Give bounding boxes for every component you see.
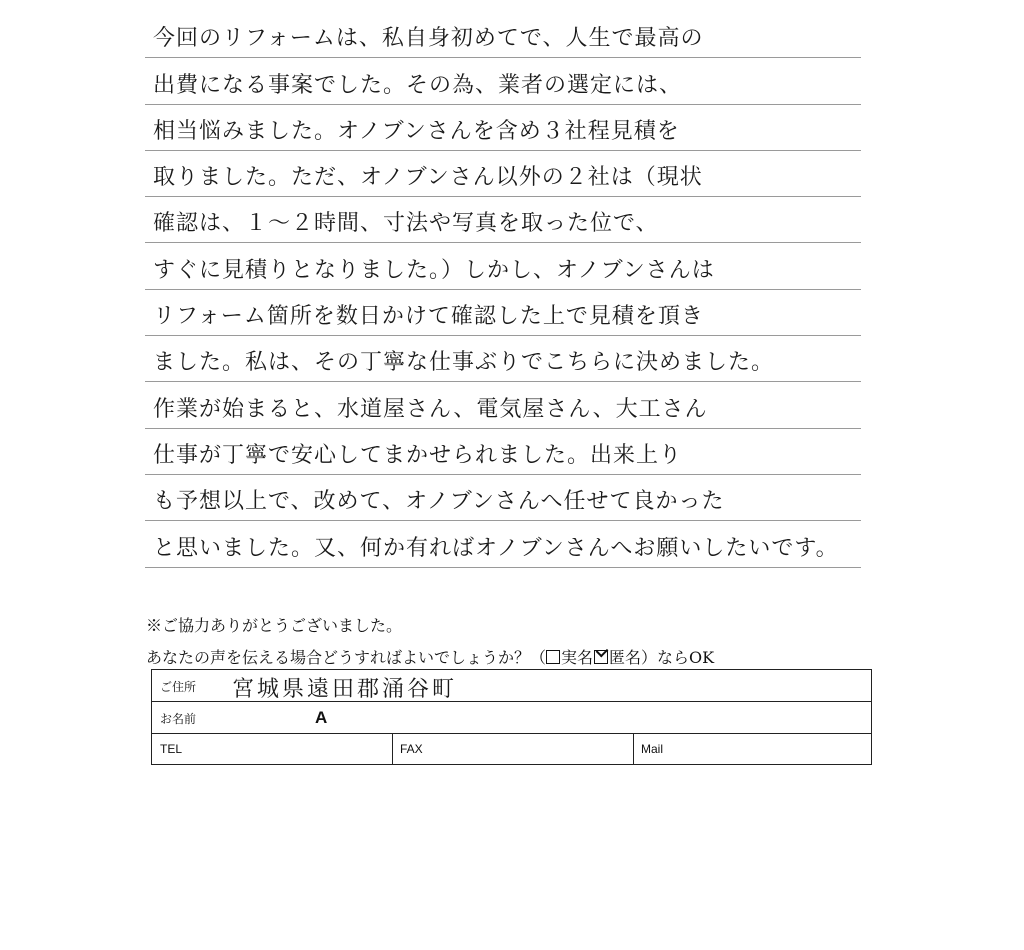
- thanks-note: ※ご協力ありがとうございました。: [146, 616, 403, 635]
- letter-line: [145, 521, 861, 567]
- name-field[interactable]: A: [315, 708, 328, 727]
- letter-line-text: も予想以上で、改めて、オノブンさんへ任せて良かった: [153, 489, 725, 515]
- contact-form: [151, 669, 872, 765]
- question-tail: ）ならOK: [641, 648, 715, 667]
- address-row: [152, 670, 871, 702]
- letter-line-text: 仕事が丁寧で安心してまかせられました。出来上り: [153, 442, 683, 468]
- letter-line-text: すぐに見積りとなりました。）しかし、オノブンさんは: [153, 257, 715, 283]
- letter-line: [145, 58, 861, 104]
- letter-line-text: 確認は、１〜２時間、寸法や写真を取った位で、: [153, 211, 659, 237]
- consent-question: [146, 645, 714, 668]
- fax-label: FAX: [400, 742, 423, 756]
- real-name-label: 実名: [561, 648, 594, 667]
- letter-line: [145, 12, 861, 58]
- name-row: [152, 702, 871, 734]
- handwritten-letter: [145, 12, 861, 568]
- letter-line-text: 取りました。ただ、オノブンさん以外の２社は（現状: [153, 165, 703, 191]
- letter-line: [145, 151, 861, 197]
- name-label: お名前: [160, 712, 197, 726]
- letter-line: [145, 243, 861, 289]
- letter-line-text: 作業が始まると、水道屋さん、電気屋さん、大工さん: [153, 396, 708, 422]
- contact-row: [152, 734, 871, 765]
- real-name-checkbox[interactable]: [546, 650, 560, 664]
- letter-line: [145, 336, 861, 382]
- letter-line: [145, 475, 861, 521]
- anonymous-checkbox-checked[interactable]: [594, 650, 608, 664]
- letter-line-text: と思いました。又、何か有ればオノブンさんへお願いしたいです。: [153, 535, 839, 561]
- anonymous-label: 匿名: [609, 648, 642, 667]
- divider: [633, 734, 634, 765]
- mail-label: Mail: [641, 742, 664, 756]
- letter-line: [145, 105, 861, 151]
- letter-line-text: 出費になる事案でした。その為、業者の選定には、: [153, 72, 683, 98]
- letter-line-text: 相当悩みました。オノブンさんを含め３社程見積を: [153, 118, 680, 144]
- tel-label: TEL: [160, 742, 183, 756]
- question-text: あなたの声を伝える場合どうすればよいでしょうか？（: [146, 648, 547, 667]
- letter-line: [145, 382, 861, 428]
- divider: [392, 734, 393, 765]
- letter-line-text: リフォーム箇所を数日かけて確認した上で見積を頂き: [153, 304, 704, 330]
- address-field[interactable]: 宮城県遠田郡涌谷町: [232, 677, 458, 702]
- letter-line: [145, 290, 861, 336]
- letter-line-text: 今回のリフォームは、私自身初めてで、人生で最高の: [153, 26, 704, 52]
- letter-line: [145, 429, 861, 475]
- letter-line: [145, 197, 861, 243]
- letter-line-text: ました。私は、その丁寧な仕事ぶりでこちらに決めました。: [153, 350, 775, 376]
- address-label: ご住所: [160, 680, 197, 694]
